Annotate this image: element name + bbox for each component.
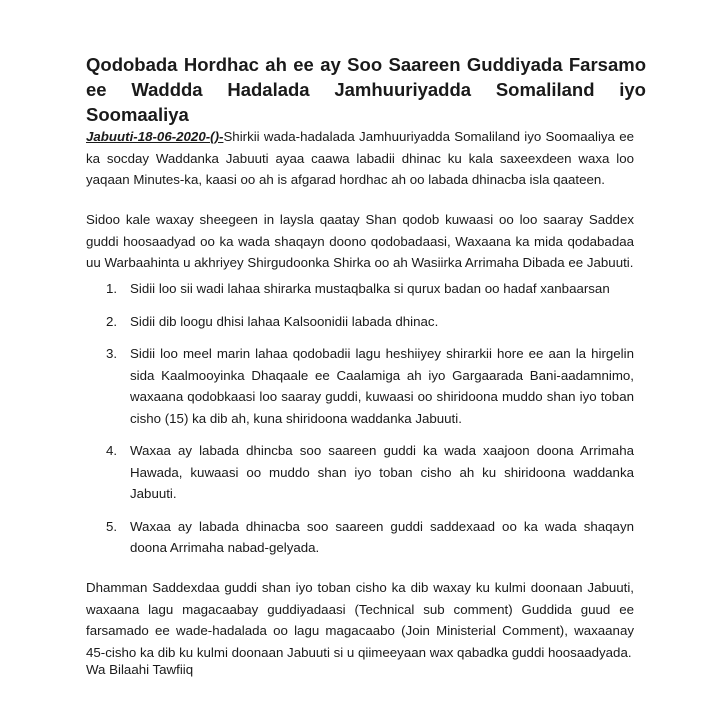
list-item	[86, 343, 634, 429]
list-item	[86, 278, 634, 300]
list-item-number: 3.	[106, 346, 118, 361]
list-item-text: Waxaa ay labada dhinacba soo saareen guddi saddexaad oo ka wada shaqayn doona Arrimaha nabad-gelyada.	[130, 518, 634, 555]
third-paragraph: Dhamman Saddexdaa guddi shan iyo toban cisho ka dib waxay ku kulmi doonaan Jabuuti, waxaana lagu magacaabay guddiyadaasi (Technical sub comment) Guddida guud ee farsamado ee wade-hadalada oo lagu magacaabo (Join Ministerial Comment), waxaanay 45-cisho ka dib ku kulmi doonaan Jabuuti si u qiimeeyaan wax qabadka guddi hoosaadyada.	[86, 580, 634, 660]
list-item-number: 1.	[106, 281, 118, 296]
intro-paragraph	[86, 126, 634, 191]
list-item-text: Waxaa ay labada dhincba soo saareen guddi ka wada xaajoon doona Arrimaha Hawada, kuwaasi oo muddo shan iyo toban cisho ah ku shiridoona waddanka Jabuuti.	[130, 443, 634, 501]
second-paragraph: Sidoo kale waxay sheegeen in laysla qaatay Shan qodob kuwaasi oo loo saaray Saddex guddi hoosaadyad oo ka wada shaqayn doono qodobadaasi, Waxaana ka mida qodabadaa uu Warbaahinta u akhriyey Shirgudoonka Shirka oo ah Wasiirka Arrimaha Dibada ee Jabuuti.	[86, 212, 634, 270]
points-list	[86, 278, 634, 570]
list-item-text: Sidii dib loogu dhisi lahaa Kalsoonidii labada dhinac.	[130, 313, 439, 329]
intro-text: Shirkii wada-hadalada Jamhuuriyadda Somaliland iyo Soomaaliya ee ka socday Waddanka Jabuuti ayaa caawa labadii dhinac ku kala saxeexdeen waxa loo yaqaan Minutes-ka, kaasi oo ah is afgarad hordhac ah oo labada dhinacba isla qaateen.	[86, 129, 634, 187]
list-item-number: 4.	[106, 443, 118, 458]
closing-line: Wa Bilaahi Tawfiiq	[86, 662, 194, 677]
list-item	[86, 311, 634, 333]
list-item-text: Sidii loo sii wadi lahaa shirarka mustaqbalka si qurux badan oo hadaf xanbaarsan	[130, 281, 610, 296]
list-item-text: Sidii loo meel marin lahaa qodobadii lagu heshiiyey shirarkii hore ee aan la hirgelin sida Kaalmooyinka Dhaqaale ee Caalamiga ah iyo Gargaarada Bani-aadamnimo, waxaana qodobkaasi loo saaray guddi, kuwaasi oo shiridoona muddo shan iyo toban cisho (15) ka dib ah, kuna shiridoona waddanka Jabuuti.	[130, 346, 634, 426]
list-item	[86, 440, 634, 505]
list-item-number: 2.	[106, 313, 118, 329]
list-item	[86, 516, 634, 559]
list-item-number: 5.	[106, 518, 118, 534]
dateline: Jabuuti-18-06-2020-()-	[86, 129, 224, 144]
document-title: Qodobada Hordhac ah ee ay Soo Saareen Guddiyada Farsamo ee Waddda Hadalada Jamhuuriyadda Somaliland iyo Soomaaliya	[86, 54, 646, 125]
